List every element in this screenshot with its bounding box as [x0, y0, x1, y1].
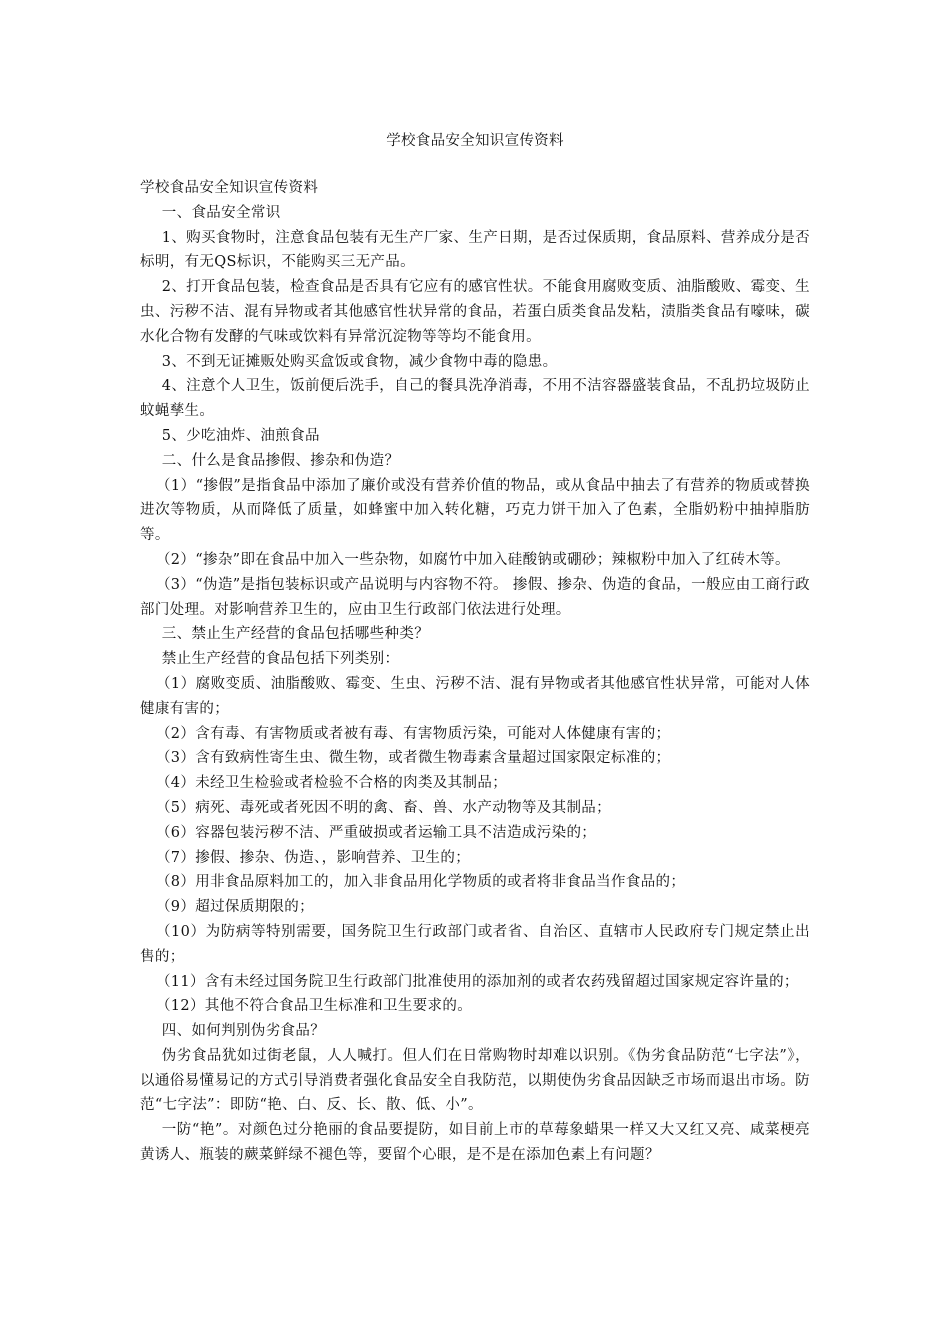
- paragraph: 伪劣食品犹如过街老鼠，人人喊打。但人们在日常购物时却难以识别。《伪劣食品防范“七字法”》，以通俗易懂易记的方式引导消费者强化食品安全自我防范，以期使伪劣食品因缺乏市场而退出市场。防范“七字法”：即防“艳、白、反、长、散、低、小”。: [140, 1047, 810, 1114]
- paragraph: （10）为防病等特别需要，国务院卫生行政部门或者省、自治区、直辖市人民政府专门规定禁止出售的；: [140, 923, 810, 965]
- paragraph: 3、不到无证摊贩处购买盒饭或食物，减少食物中毒的隐患。: [161, 353, 558, 370]
- paragraph: 学校食品安全知识宣传资料: [140, 180, 319, 196]
- paragraph: （5）病死、毒死或者死因不明的禽、畜、兽、水产动物等及其制品；: [155, 799, 612, 816]
- paragraph: 二、什么是食品掺假、掺杂和伪造？: [161, 452, 400, 469]
- paragraph: （12）其他不符合食品卫生标准和卫生要求的。: [155, 998, 473, 1015]
- paragraph: （6）容器包装污秽不洁、严重破损或者运输工具不洁造成污染的；: [155, 824, 597, 841]
- paragraph: 一防“艳”。对颜色过分艳丽的食品要提防，如目前上市的草莓象蜡果一样又大又红又亮、咸菜梗亮黄诱人、瓶装的蕨菜鲜绿不褪色等，要留个心眼，是不是在添加色素上有问题？: [140, 1122, 810, 1164]
- paragraph: （2）“掺杂”即在食品中加入一些杂物，如腐竹中加入硅酸钠或硼砂；辣椒粉中加入了红砖木等。: [155, 551, 790, 568]
- paragraph: （3）“伪造”是指包装标识或产品说明与内容物不符。 掺假、掺杂、伪造的食品，一般应由工商行政部门处理。对影响营养卫生的，应由卫生行政部门依法进行处理。: [140, 576, 810, 618]
- paragraph: 2、打开食品包装，检查食品是否具有它应有的感官性状。不能食用腐败变质、油脂酸败、霉变、生虫、污秽不洁、混有异物或者其他感官性状异常的食品，若蛋白质类食品发粘，渍脂类食品有嚎味，碳水化合物有发酵的气味或饮料有异常沉淀物等等均不能食用。: [140, 279, 810, 345]
- paragraph: （1）“掺假”是指食品中添加了廉价或没有营养价值的物品，或从食品中抽去了有营养的物质或替换进次等物质，从而降低了质量，如蜂蜜中加入转化糖，巧克力饼干加入了色素，全脂奶粉中抽掉脂肪等。: [140, 477, 810, 544]
- paragraph: （3）含有致病性寄生虫、微生物，或者微生物毒素含量超过国家限定标准的；: [155, 750, 671, 767]
- paragraph: 4、注意个人卫生，饭前便后洗手，自己的餐具洗净消毒，不用不洁容器盛装食品，不乱扔垃圾防止蚊蝇孳生。: [140, 378, 810, 420]
- paragraph: 三、禁止生产经营的食品包括哪些种类？: [161, 626, 430, 643]
- paragraph: （2）含有毒、有害物质或者被有毒、有害物质污染，可能对人体健康有害的；: [155, 725, 671, 742]
- paragraph: （1）腐败变质、油脂酸败、霉变、生虫、污秽不洁、混有异物或者其他感官性状异常，可能对人体健康有害的；: [140, 675, 810, 717]
- paragraph: 一、食品安全常识: [161, 204, 281, 221]
- paragraph: （9）超过保质期限的；: [155, 899, 315, 916]
- paragraph: 5、少吃油炸、油煎食品: [161, 427, 320, 444]
- document-body: [140, 176, 810, 1168]
- paragraph: （8）用非食品原料加工的，加入非食品用化学物质的或者将非食品当作食品的；: [155, 874, 686, 891]
- paragraph: （11）含有未经过国务院卫生行政部门批准使用的添加剂的或者农药残留超过国家规定容许量的；: [155, 973, 799, 990]
- paragraph: （4）未经卫生检验或者检验不合格的肉类及其制品；: [155, 775, 508, 792]
- paragraph: 四、如何判别伪劣食品？: [161, 1023, 326, 1040]
- document-title: 学校食品安全知识宣传资料: [386, 133, 564, 149]
- paragraph: 1、购买食物时，注意食品包装有无生产厂家、生产日期，是否过保质期，食品原料、营养成分是否标明，有无QS标识，不能购买三无产品。: [140, 229, 810, 271]
- paragraph: 禁止生产经营的食品包括下列类别：: [161, 651, 400, 668]
- paragraph: （7）掺假、掺杂、伪造、，影响营养、卫生的；: [155, 849, 471, 866]
